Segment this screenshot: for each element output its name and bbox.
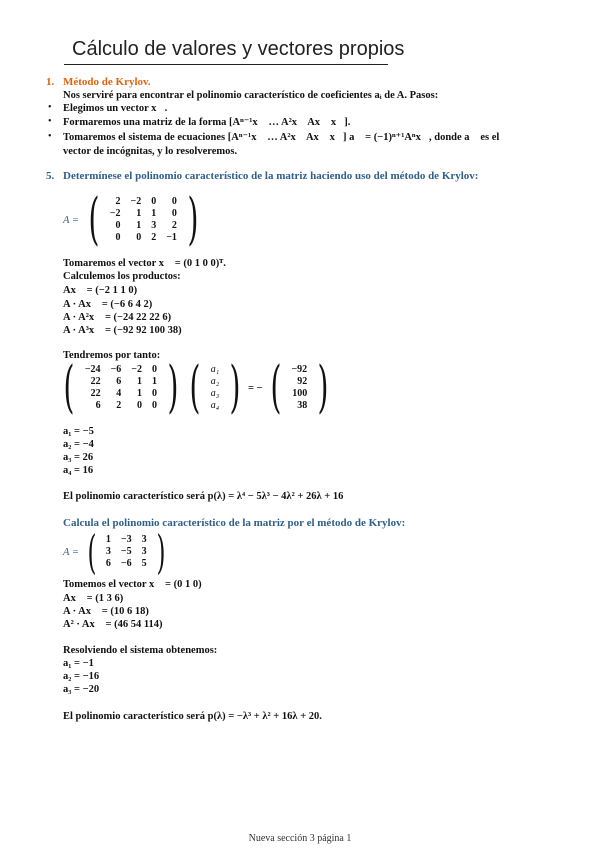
section5-product-2: A · Ax⃗ = (−6 6 4 2) [63,299,153,310]
section1-bullet-1: Elegimos un vector x⃗. [63,103,168,114]
section1-bullet-3-cont: vector de incógnitas, y lo resolveremos. [63,146,238,157]
left-paren: ( [88,187,100,252]
rhs-vector: −92 92 100 38 [291,364,308,411]
section5-conclusion: El polinomio característico será p(λ) = λ⁴ − 5λ³ − 4λ² + 26λ + 16 [63,491,344,502]
section5-therefore: Tendremos por tanto: [63,350,161,361]
section5-result-1: a₁ = −5 [63,426,94,437]
section6-solving: Resolviendo el sistema obtenemos: [63,645,218,656]
section1-bullet-3: Tomaremos el sistema de ecuaciones [Aⁿ⁻¹x⃗ … A²x⃗ Ax⃗ x⃗] a⃗ = (−1)ⁿ⁺¹Aⁿx⃗, donde a⃗ es el [63,132,500,143]
section1-intro: Nos serviré para encontrar el polinomio característico de coeficientes aᵢ de A. Pasos: [63,90,439,101]
section6-matrix-A [63,525,170,579]
section5-number: 5. [46,170,55,182]
section5-result-3: a₃ = 26 [63,452,94,463]
left-paren: ( [87,525,97,579]
section1-number: 1. [46,76,55,88]
right-paren: ) [317,355,329,420]
section6-conclusion: El polinomio característico será p(λ) = −λ³ + λ² + 16λ + 20. [63,711,322,722]
section6-product-1: Ax⃗ = (1 3 6) [63,593,124,604]
section5-vector-line: Tomaremos el vector x⃗ = (0 1 0 0)ᵀ. [63,258,226,269]
section6-product-2: A · Ax⃗ = (10 6 18) [63,606,149,617]
title-underline [64,64,388,65]
section5-result-4: a₄ = 16 [63,465,94,476]
unknowns-vector: a₁ a₂ a₃ a₄ [210,364,220,411]
bullet-dot: • [48,102,52,113]
matrix-label: A = [63,546,79,558]
right-paren: ) [187,187,199,252]
bullet-dot: • [48,131,52,142]
matrix-table: 2 −2 0 0 −2 1 1 0 0 1 3 2 0 0 2 −1 [109,196,177,243]
section5-product-3: A · A²x⃗ = (−24 22 22 6) [63,312,172,323]
section5-products-heading: Calculemos los productos: [63,271,181,282]
section5-result-2: a₂ = −4 [63,439,94,450]
section5-product-1: Ax⃗ = (−2 1 1 0) [63,285,138,296]
right-paren: ) [229,355,241,420]
equals-minus: = − [248,382,263,394]
section1-bullet-2: Formaremos una matriz de la forma [Aⁿ⁻¹x⃗ … A²x⃗ Ax⃗ x⃗]. [63,117,351,128]
section5-matrix-A [63,187,204,252]
section6-result-2: a₂ = −16 [63,671,100,682]
page-title: Cálculo de valores y vectores propios [72,38,405,60]
right-paren: ) [156,525,166,579]
matrix-label: A = [63,214,79,226]
system-matrix: −24 −6 −2 0 22 6 1 1 22 4 1 0 6 2 0 0 [84,364,157,411]
section5-product-4: A · A³x⃗ = (−92 92 100 38) [63,325,182,336]
section6-vector-line: Tomemos el vector x⃗ = (0 1 0) [63,579,202,590]
left-paren: ( [189,355,201,420]
section6-product-3: A² · Ax⃗ = (46 54 114) [63,619,163,630]
section5-heading: Determínese el polinomio característico de la matriz haciendo uso del método de Krylov: [63,170,479,182]
section1-heading: Método de Krylov. [63,76,151,88]
matrix-table: 1 −3 3 3 −5 3 6 −6 5 [105,534,147,569]
left-paren: ( [270,355,282,420]
section6-result-3: a₃ = −20 [63,684,100,695]
left-paren: ( [63,355,75,420]
page-footer: Nueva sección 3 página 1 [248,833,352,844]
section6-result-1: a₁ = −1 [63,658,94,669]
section6-heading: Calcula el polinomio característico de la matriz por el método de Krylov: [63,517,406,529]
bullet-dot: • [48,116,52,127]
right-paren: ) [167,355,179,420]
